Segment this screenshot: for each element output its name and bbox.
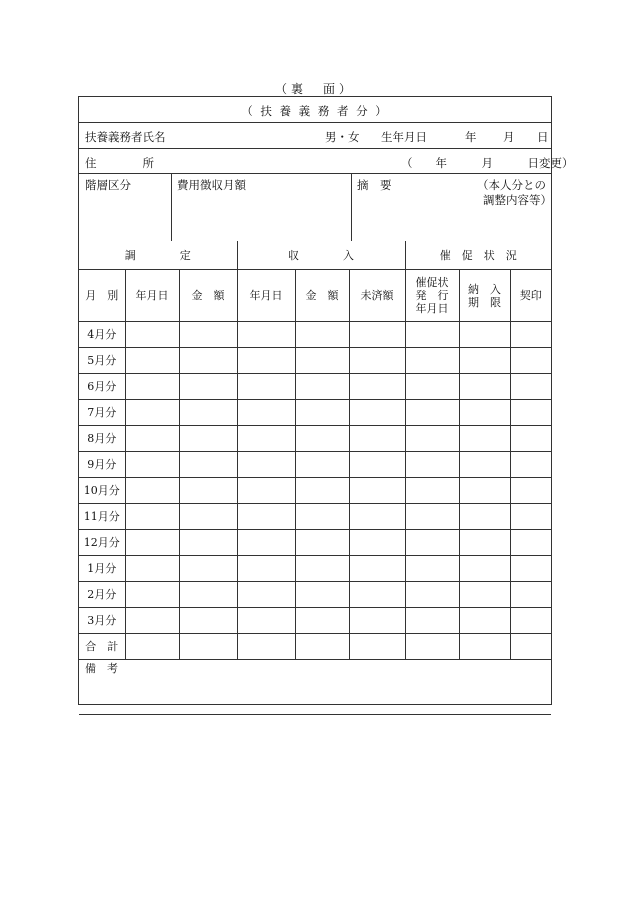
entry-cell[interactable] bbox=[510, 556, 551, 582]
obligor-name-label: 扶養義務者氏名 bbox=[85, 130, 166, 144]
entry-cell[interactable] bbox=[125, 634, 179, 660]
month-row bbox=[79, 504, 551, 530]
entry-cell[interactable] bbox=[125, 426, 179, 452]
entry-cell[interactable] bbox=[459, 478, 510, 504]
tier-fee-row bbox=[79, 174, 551, 241]
entry-cell[interactable] bbox=[237, 452, 295, 478]
entry-cell[interactable] bbox=[349, 322, 405, 348]
entry-cell[interactable] bbox=[295, 556, 349, 582]
entry-cell[interactable] bbox=[237, 504, 295, 530]
month-label: 1月分 bbox=[79, 556, 125, 582]
entry-cell[interactable] bbox=[349, 452, 405, 478]
unpaid-header: 未済額 bbox=[349, 270, 405, 322]
month-label: 4月分 bbox=[79, 322, 125, 348]
adjustment-note-line1: （本人分との bbox=[477, 178, 546, 192]
entry-cell[interactable] bbox=[349, 504, 405, 530]
tier-class-label: 階層区分 bbox=[85, 178, 131, 192]
entry-cell[interactable] bbox=[405, 556, 459, 582]
entry-cell[interactable] bbox=[295, 322, 349, 348]
month-row bbox=[79, 374, 551, 400]
support-obligor-form bbox=[78, 96, 574, 705]
entry-cell[interactable] bbox=[459, 530, 510, 556]
entry-cell[interactable] bbox=[179, 556, 237, 582]
entry-cell[interactable] bbox=[179, 322, 237, 348]
month-label: 5月分 bbox=[79, 348, 125, 374]
entry-cell[interactable] bbox=[295, 400, 349, 426]
entry-cell[interactable] bbox=[237, 556, 295, 582]
entry-cell[interactable] bbox=[405, 582, 459, 608]
entry-cell[interactable] bbox=[295, 452, 349, 478]
entry-cell[interactable] bbox=[237, 348, 295, 374]
reminder-header: 催 促 状 況 bbox=[405, 241, 551, 270]
payment-deadline-header-line: 納 入 bbox=[468, 282, 502, 296]
entry-cell[interactable] bbox=[349, 582, 405, 608]
remarks-label: 備 考 bbox=[85, 662, 118, 675]
entry-cell[interactable] bbox=[349, 634, 405, 660]
entry-cell[interactable] bbox=[295, 504, 349, 530]
entry-cell[interactable] bbox=[179, 582, 237, 608]
summary-label: 摘 要 bbox=[357, 178, 392, 192]
entry-cell[interactable] bbox=[405, 322, 459, 348]
entry-cell[interactable] bbox=[179, 634, 237, 660]
entry-cell[interactable] bbox=[405, 400, 459, 426]
entry-cell[interactable] bbox=[510, 634, 551, 660]
entry-cell[interactable] bbox=[237, 478, 295, 504]
payment-deadline-header-line: 期 限 bbox=[468, 295, 502, 309]
entry-cell[interactable] bbox=[405, 426, 459, 452]
month-row bbox=[79, 556, 551, 582]
entry-cell[interactable] bbox=[405, 374, 459, 400]
entry-cell[interactable] bbox=[510, 608, 551, 634]
entry-cell[interactable] bbox=[237, 400, 295, 426]
entry-cell[interactable] bbox=[179, 426, 237, 452]
assessment-date-header: 年月日 bbox=[125, 270, 179, 322]
monthly-ledger-table bbox=[79, 241, 551, 715]
entry-cell[interactable] bbox=[295, 478, 349, 504]
entry-cell[interactable] bbox=[459, 400, 510, 426]
entry-cell[interactable] bbox=[349, 400, 405, 426]
group-header-row bbox=[79, 241, 551, 270]
entry-cell[interactable] bbox=[125, 478, 179, 504]
entry-cell[interactable] bbox=[237, 374, 295, 400]
notice-date-header bbox=[405, 270, 459, 322]
month-row bbox=[79, 530, 551, 556]
entry-cell[interactable] bbox=[295, 634, 349, 660]
entry-cell[interactable] bbox=[179, 348, 237, 374]
month-row bbox=[79, 426, 551, 452]
month-row bbox=[79, 400, 551, 426]
entry-cell[interactable] bbox=[459, 504, 510, 530]
month-label: 7月分 bbox=[79, 400, 125, 426]
month-row bbox=[79, 348, 551, 374]
month-label: 2月分 bbox=[79, 582, 125, 608]
entry-cell[interactable] bbox=[459, 634, 510, 660]
entry-cell[interactable] bbox=[459, 582, 510, 608]
entry-cell[interactable] bbox=[237, 608, 295, 634]
entry-cell[interactable] bbox=[405, 348, 459, 374]
entry-cell[interactable] bbox=[237, 530, 295, 556]
monthly-fee-label: 費用徴収月額 bbox=[177, 178, 246, 192]
entry-cell[interactable] bbox=[405, 530, 459, 556]
month-column-header: 月 別 bbox=[79, 270, 125, 322]
month-label: 9月分 bbox=[79, 452, 125, 478]
entry-cell[interactable] bbox=[459, 348, 510, 374]
entry-cell[interactable] bbox=[179, 478, 237, 504]
month-label: 8月分 bbox=[79, 426, 125, 452]
entry-cell[interactable] bbox=[405, 634, 459, 660]
entry-cell[interactable] bbox=[349, 478, 405, 504]
month-label: 3月分 bbox=[79, 608, 125, 634]
entry-cell[interactable] bbox=[510, 374, 551, 400]
total-label: 合 計 bbox=[79, 634, 125, 660]
entry-cell[interactable] bbox=[237, 582, 295, 608]
entry-cell[interactable] bbox=[295, 608, 349, 634]
month-row bbox=[79, 582, 551, 608]
entry-cell[interactable] bbox=[349, 530, 405, 556]
entry-cell[interactable] bbox=[125, 322, 179, 348]
receipt-date-header: 年月日 bbox=[237, 270, 295, 322]
entry-cell[interactable] bbox=[510, 322, 551, 348]
entry-cell[interactable] bbox=[295, 530, 349, 556]
entry-cell[interactable] bbox=[237, 322, 295, 348]
entry-cell[interactable] bbox=[295, 348, 349, 374]
assessment-header: 調 定 bbox=[79, 241, 237, 270]
remarks-row bbox=[79, 660, 551, 715]
entry-cell[interactable] bbox=[125, 348, 179, 374]
page-side-label: （裏 面） bbox=[274, 82, 355, 96]
seal-header: 契印 bbox=[510, 270, 551, 322]
entry-cell[interactable] bbox=[125, 556, 179, 582]
receipt-amount-header: 金 額 bbox=[295, 270, 349, 322]
remarks-cell[interactable] bbox=[79, 660, 551, 715]
notice-date-header-line: 催促状 bbox=[415, 276, 449, 289]
entry-cell[interactable] bbox=[179, 530, 237, 556]
month-label: 6月分 bbox=[79, 374, 125, 400]
section-title: （ 扶 養 義 務 者 分 ） bbox=[241, 104, 389, 118]
divider bbox=[351, 174, 352, 241]
entry-cell[interactable] bbox=[510, 478, 551, 504]
birth-month-label: 月 bbox=[503, 130, 515, 144]
entry-cell[interactable] bbox=[179, 608, 237, 634]
entry-cell[interactable] bbox=[349, 556, 405, 582]
entry-cell[interactable] bbox=[510, 426, 551, 452]
notice-date-header-line: 年月日 bbox=[415, 302, 449, 315]
entry-cell[interactable] bbox=[125, 374, 179, 400]
month-row bbox=[79, 452, 551, 478]
divider bbox=[171, 174, 172, 241]
entry-cell[interactable] bbox=[459, 374, 510, 400]
address-label: 住 所 bbox=[85, 156, 154, 170]
entry-cell[interactable] bbox=[295, 582, 349, 608]
month-label: 10月分 bbox=[79, 478, 125, 504]
obligor-name-row[interactable] bbox=[79, 123, 551, 149]
entry-cell[interactable] bbox=[510, 504, 551, 530]
entry-cell[interactable] bbox=[349, 374, 405, 400]
entry-cell[interactable] bbox=[459, 608, 510, 634]
notice-date-header-line: 発 行 bbox=[415, 289, 449, 302]
entry-cell[interactable] bbox=[237, 634, 295, 660]
entry-cell[interactable] bbox=[125, 400, 179, 426]
sex-choice[interactable]: 男・女 bbox=[325, 130, 360, 144]
entry-cell[interactable] bbox=[405, 452, 459, 478]
entry-cell[interactable] bbox=[179, 400, 237, 426]
month-label: 12月分 bbox=[79, 530, 125, 556]
entry-cell[interactable] bbox=[125, 582, 179, 608]
birth-date-label: 生年月日 bbox=[381, 130, 427, 144]
entry-cell[interactable] bbox=[459, 556, 510, 582]
entry-cell[interactable] bbox=[349, 348, 405, 374]
assessment-amount-header: 金 額 bbox=[179, 270, 237, 322]
birth-day-label: 日 bbox=[537, 130, 549, 144]
total-row bbox=[79, 634, 551, 660]
entry-cell[interactable] bbox=[510, 452, 551, 478]
birth-year-label: 年 bbox=[465, 130, 477, 144]
entry-cell[interactable] bbox=[349, 608, 405, 634]
month-row bbox=[79, 608, 551, 634]
entry-cell[interactable] bbox=[295, 374, 349, 400]
entry-cell[interactable] bbox=[510, 582, 551, 608]
entry-cell[interactable] bbox=[125, 608, 179, 634]
entry-cell[interactable] bbox=[125, 530, 179, 556]
entry-cell[interactable] bbox=[179, 452, 237, 478]
entry-cell[interactable] bbox=[405, 608, 459, 634]
month-row bbox=[79, 322, 551, 348]
entry-cell[interactable] bbox=[179, 374, 237, 400]
adjustment-note-line2: 調整内容等） bbox=[483, 193, 552, 207]
address-change-date: （ 年 月 日変更） bbox=[401, 156, 574, 170]
entry-cell[interactable] bbox=[125, 452, 179, 478]
entry-cell[interactable] bbox=[349, 426, 405, 452]
entry-cell[interactable] bbox=[125, 504, 179, 530]
month-rows bbox=[79, 322, 551, 634]
entry-cell[interactable] bbox=[295, 426, 349, 452]
entry-cell[interactable] bbox=[237, 426, 295, 452]
entry-cell[interactable] bbox=[405, 478, 459, 504]
entry-cell[interactable] bbox=[459, 452, 510, 478]
entry-cell[interactable] bbox=[405, 504, 459, 530]
entry-cell[interactable] bbox=[459, 426, 510, 452]
entry-cell[interactable] bbox=[510, 348, 551, 374]
entry-cell[interactable] bbox=[510, 400, 551, 426]
payment-deadline-header bbox=[459, 270, 510, 322]
entry-cell[interactable] bbox=[179, 504, 237, 530]
address-row[interactable] bbox=[79, 149, 574, 174]
month-row bbox=[79, 478, 551, 504]
receipt-header: 収 入 bbox=[237, 241, 405, 270]
entry-cell[interactable] bbox=[510, 530, 551, 556]
month-label: 11月分 bbox=[79, 504, 125, 530]
section-title-row bbox=[79, 97, 551, 123]
entry-cell[interactable] bbox=[459, 322, 510, 348]
column-header-row bbox=[79, 270, 551, 322]
